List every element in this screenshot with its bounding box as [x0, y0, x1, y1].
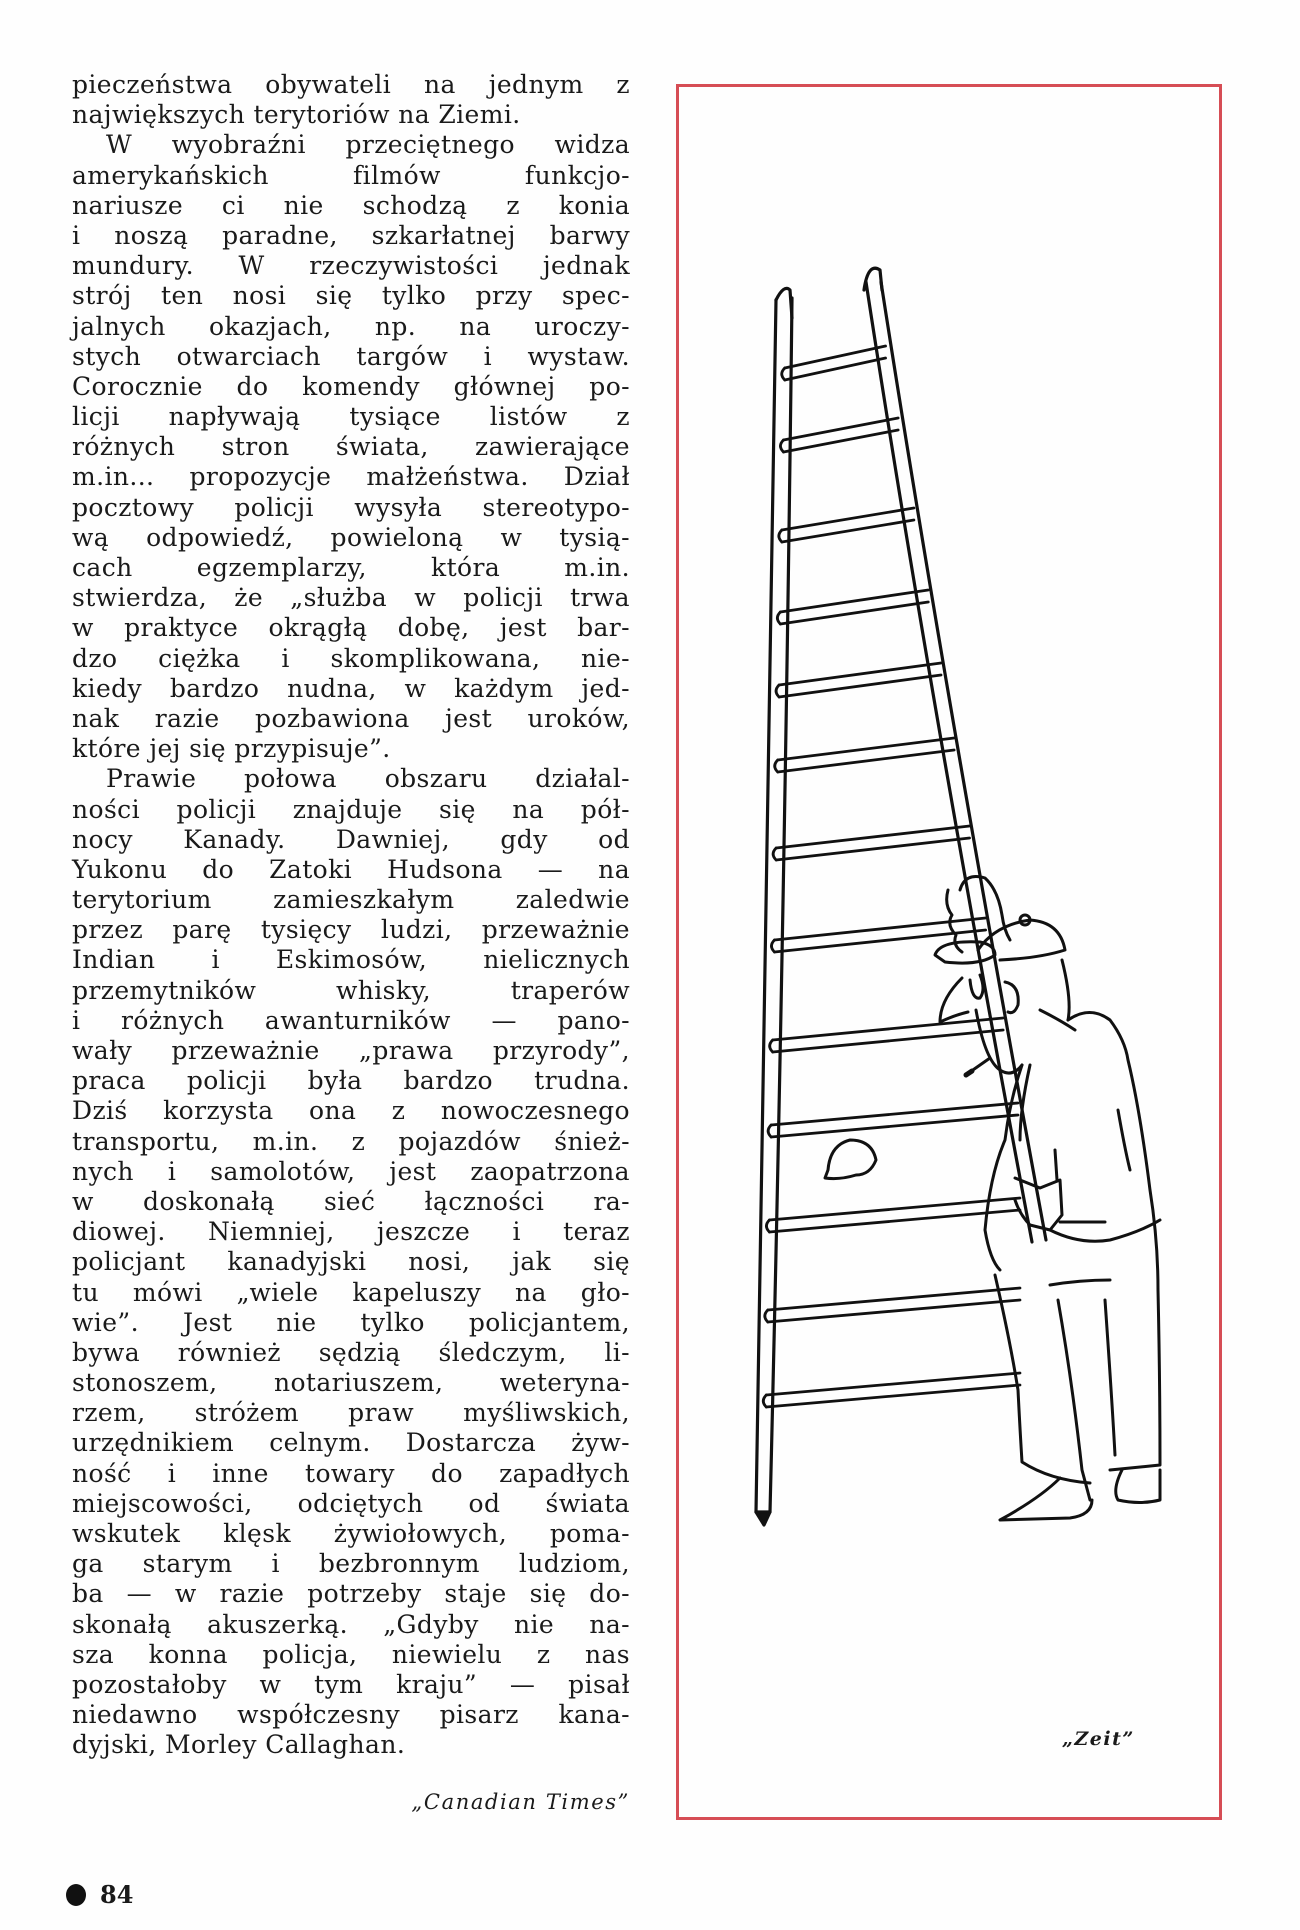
- ladder-rung-end: [765, 1310, 768, 1322]
- ladder-rung-end: [771, 940, 774, 952]
- text-line: w praktyce okrągłą dobę, jest bar-: [72, 613, 630, 643]
- page-number: 84: [100, 1880, 134, 1909]
- text-line: cach egzemplarzy, która m.in.: [72, 553, 630, 582]
- text-line: ność i inne towary do zapadłych: [72, 1458, 630, 1488]
- ladder-rung-end: [775, 760, 778, 772]
- ladder-rung: [783, 430, 898, 452]
- text-line: tu mówi „wiele kapeluszy na gło-: [72, 1277, 630, 1307]
- ladder-rung: [776, 838, 969, 860]
- text-line: największych terytoriów na Ziemi.: [72, 100, 521, 130]
- ladder-rung: [771, 1115, 1018, 1137]
- text-line: ności policji znajduje się na pół-: [72, 794, 630, 824]
- text-line: strój ten nosi się tylko przy spec-: [72, 281, 630, 311]
- text-line: dyjski, Morley Callaghan.: [72, 1730, 406, 1760]
- text-line: miejscowości, odciętych od świata: [72, 1488, 630, 1518]
- ladder-rung: [783, 418, 898, 440]
- ladder-rung: [771, 1103, 1018, 1125]
- text-line: ga starym i bezbronnym ludziom,: [72, 1549, 630, 1579]
- text-line: Indian i Eskimosów, nielicznych: [72, 945, 630, 975]
- text-line: i noszą paradne, szkarłatnej barwy: [72, 220, 630, 250]
- text-line: wą odpowiedź, powieloną w tysią-: [72, 522, 630, 552]
- ladder-rung: [778, 750, 954, 772]
- text-line: Yukonu do Zatoki Hudsona — na: [72, 854, 630, 884]
- ladder-rung: [778, 738, 954, 760]
- text-line: ba — w razie potrzeby staje się do-: [72, 1579, 630, 1609]
- text-line: sza konna policja, niewielu z nas: [72, 1639, 630, 1669]
- text-line: transportu, m.in. z pojazdów śnież-: [72, 1126, 630, 1156]
- text-line: wały przeważnie „prawa przyrody”,: [72, 1036, 630, 1065]
- text-line: diowej. Niemniej, jeszcze i teraz: [72, 1217, 630, 1247]
- text-line: terytorium zamieszkałym zaledwie: [72, 885, 630, 915]
- ladder-rung: [769, 1198, 1020, 1220]
- text-line: nariusze ci nie schodzą z konia: [72, 190, 630, 220]
- text-line: stwierdza, że „służba w policji trwa: [72, 583, 630, 613]
- ladder-rung-end: [776, 685, 779, 697]
- text-line: różnych stron świata, zawierające: [72, 432, 630, 462]
- ladder-rung: [766, 1385, 1020, 1407]
- text-line: przemytników whisky, traperów: [72, 975, 630, 1005]
- text-line: kiedy bardzo nudna, w każdym jed-: [72, 673, 630, 703]
- ladder-rung-end: [779, 530, 782, 542]
- text-line: skonałą akuszerką. „Gdyby nie na-: [72, 1609, 630, 1639]
- text-line: niedawno współczesny pisarz kana-: [72, 1700, 630, 1730]
- ladder-rung-end: [773, 848, 776, 860]
- text-line: pieczeństwa obywateli na jednym z: [72, 70, 630, 99]
- text-line: W wyobraźni przeciętnego widza: [106, 130, 630, 160]
- text-line: wie”. Jest nie tylko policjantem,: [72, 1307, 630, 1337]
- ladder-rung-end: [780, 440, 783, 452]
- ladder-rung: [766, 1373, 1020, 1395]
- ladder-rung: [776, 826, 969, 848]
- ladder-rung: [785, 346, 886, 368]
- text-line: w doskonałą sieć łączności ra-: [72, 1186, 630, 1216]
- cartoon-caption: „Zeit”: [1062, 1728, 1135, 1750]
- ladder-rung: [768, 1288, 1020, 1310]
- ladder-rung: [782, 508, 914, 530]
- ladder-rung-end: [782, 368, 785, 380]
- ladder-rung: [779, 675, 941, 697]
- text-line: stych otwarciach targów i wystaw.: [72, 341, 630, 371]
- text-line: policjant kanadyjski nosi, jak się: [72, 1247, 630, 1277]
- ladder-rung-end: [768, 1125, 771, 1137]
- text-line: pocztowy policji wysyła stereotypo-: [72, 492, 630, 522]
- text-line: przez parę tysięcy ludzi, przeważnie: [72, 915, 630, 945]
- ladder-rung: [773, 1018, 1003, 1040]
- text-line: nak razie pozbawiona jest uroków,: [72, 703, 630, 733]
- article-source: „Canadian Times”: [411, 1790, 630, 1814]
- text-line: Prawie połowa obszaru działal-: [106, 764, 630, 794]
- text-line: licji napływają tysiące listów z: [72, 402, 630, 432]
- ladder-rung: [773, 1030, 1003, 1052]
- text-line: jalnych okazjach, np. na uroczy-: [72, 311, 630, 341]
- text-line: rzem, stróżem praw myśliwskich,: [72, 1398, 630, 1428]
- text-line: wskutek klęsk żywiołowych, poma-: [72, 1519, 630, 1548]
- text-line: praca policji była bardzo trudna.: [72, 1066, 630, 1096]
- text-line: m.in... propozycje małżeństwa. Dział: [72, 462, 630, 492]
- text-line: bywa również sędzią śledczym, li-: [72, 1337, 630, 1367]
- ladder-rung-end: [763, 1395, 766, 1407]
- ladder-rung: [780, 602, 928, 624]
- ladder-rung: [779, 663, 941, 685]
- text-line: które jej się przypisuje”.: [72, 734, 391, 764]
- ladder-rung-end: [770, 1040, 773, 1052]
- ladder-rung: [769, 1210, 1020, 1232]
- text-line: Dziś korzysta ona z nowoczesnego: [72, 1096, 630, 1126]
- text-line: amerykańskich filmów funkcjo-: [72, 160, 630, 190]
- text-line: pozostałoby w tym kraju” — pisał: [72, 1669, 630, 1699]
- text-line: urzędnikiem celnym. Dostarcza żyw-: [72, 1428, 630, 1458]
- text-line: nocy Kanady. Dawniej, gdy od: [72, 824, 630, 854]
- man-figure: [825, 877, 1160, 1521]
- text-line: stonoszem, notariuszem, weteryna-: [72, 1368, 630, 1398]
- ladder-rung: [768, 1300, 1020, 1322]
- ladder: [756, 268, 1046, 1525]
- text-line: Corocznie do komendy głównej po-: [72, 371, 630, 401]
- ladder-rung: [782, 520, 914, 542]
- ladder-rung: [785, 358, 886, 380]
- text-line: mundury. W rzeczywistości jednak: [72, 251, 630, 281]
- text-line: i różnych awanturników — pano-: [72, 1005, 630, 1035]
- text-line: dzo ciężka i skomplikowana, nie-: [72, 643, 630, 673]
- ladder-rung-end: [766, 1220, 769, 1232]
- ladder-rung-end: [777, 612, 780, 624]
- ladder-rung: [780, 590, 928, 612]
- text-line: nych i samolotów, jest zaopatrzona: [72, 1156, 630, 1186]
